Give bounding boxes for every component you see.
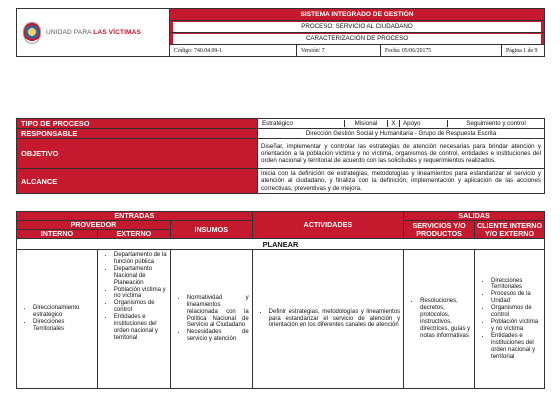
- system-title: SISTEMA INTEGRADO DE GESTIÓN: [170, 9, 545, 21]
- list-item: • Departamento de la función pública: [114, 252, 167, 266]
- tipo-label: TIPO DE PROCESO: [17, 119, 258, 129]
- list-item: • Direcciones Territoriales: [33, 319, 94, 333]
- cliente-cell: [475, 250, 545, 389]
- logo-cell: [17, 9, 170, 57]
- list-item: • Entidades e instituciones del orden nacional y territorial: [491, 333, 541, 361]
- interno-cell: [17, 250, 98, 389]
- tipo-option-apoyo: Apoyo: [400, 120, 448, 127]
- list-item: • Necesidades de servicio y atención: [187, 329, 249, 343]
- characterization-title: CARACTERIZACIÓN DE PROCESO: [173, 34, 541, 44]
- responsable-label: RESPONSABLE: [17, 129, 258, 139]
- servicios-header: SERVICIOS Y/O PRODUCTOS: [404, 221, 475, 239]
- list-item: • Población víctima y no víctima: [491, 319, 541, 333]
- list-item: • Normatividad y lineamientos relacionada con la Política Nacional de Servicio al Ciudadano: [187, 295, 249, 330]
- process-info-table: [16, 118, 545, 194]
- tipo-option-seguimiento: Seguimiento y control: [466, 120, 526, 127]
- actividades-header: ACTIVIDADES: [252, 212, 403, 239]
- page-number: Página 1 de 9: [502, 45, 545, 57]
- insumos-cell: [170, 250, 252, 389]
- externo-cell: [97, 250, 170, 389]
- list-item: • Población víctima y no víctima: [114, 287, 167, 301]
- phase-label: PLANEAR: [17, 239, 545, 250]
- proveedor-header: PROVEEDOR: [17, 221, 171, 230]
- document-code: Código: 740.04.09-1: [170, 45, 297, 57]
- list-item: • Entidades e instituciones del orden nacional y territorial: [114, 314, 167, 342]
- servicios-cell: [404, 250, 475, 389]
- document-version: Versión: 7: [297, 45, 381, 57]
- list-item: • Direccionamiento estratégico: [33, 305, 94, 319]
- tipo-option-misional: Misional: [345, 120, 388, 127]
- tipo-options: [258, 119, 545, 129]
- list-item: • Procesos de la Unidad: [491, 291, 541, 305]
- entradas-header: ENTRADAS: [17, 212, 253, 221]
- objetivo-value: Diseñar, implementar y controlar las estrategias de atención necesarias para brindar atención y orientación a la población víctima y no víctima, organismos de control, entidades e instituciones del orden nacional y territorial de acuerdo con las solicitudes y requerimientos realizados.: [258, 139, 545, 169]
- tipo-mark: X: [388, 120, 400, 127]
- tipo-option-estrategico: Estratégico: [258, 120, 345, 127]
- responsable-value: Dirección Gestión Social y Humanitaria - Grupo de Respuesta Escrita: [258, 129, 545, 139]
- list-item: • Definir estrategias, metodologías y lineamientos para estandarizar el servicio de atención y orientación en los diferentes canales de atención: [269, 309, 400, 330]
- list-item: • Resoluciones, decretos, protocolos, instructivos, directrices, guías y notas informativas: [420, 298, 471, 339]
- list-item: • Direcciones Territoriales: [491, 278, 541, 292]
- process-name: PROCESO: SERVICIO AL CIUDADANO: [173, 22, 541, 32]
- document-header: [16, 8, 545, 57]
- salidas-header: SALIDAS: [404, 212, 545, 221]
- insumos-header: INSUMOS: [170, 221, 252, 239]
- document-date: Fecha: 05/06/20175: [381, 45, 502, 57]
- alcance-value: Inicia con la definición de estrategias, metodologías y lineamientos para estandarizar el servicio y atención al ciudadano, y finaliza con la definición, implementación y aplicación de las acciones correctivas, preventivas y de mejora.: [258, 169, 545, 194]
- objetivo-label: OBJETIVO: [17, 139, 258, 169]
- actividades-cell: [252, 250, 403, 389]
- list-item: • Departamento Nacional de Planeación: [114, 266, 167, 287]
- colombia-seal-icon: [23, 22, 41, 44]
- cliente-header: CLIENTE INTERNO Y/O EXTERNO: [475, 221, 545, 239]
- alcance-label: ALCANCE: [17, 169, 258, 194]
- list-item: • Organismos de control: [114, 300, 167, 314]
- brand-logo-text: UNIDAD PARA LAS VÍCTIMAS: [46, 29, 141, 36]
- list-item: • Organismos de control: [491, 305, 541, 319]
- interno-header: INTERNO: [17, 230, 98, 239]
- inputs-outputs-table: [16, 211, 545, 389]
- externo-header: EXTERNO: [97, 230, 170, 239]
